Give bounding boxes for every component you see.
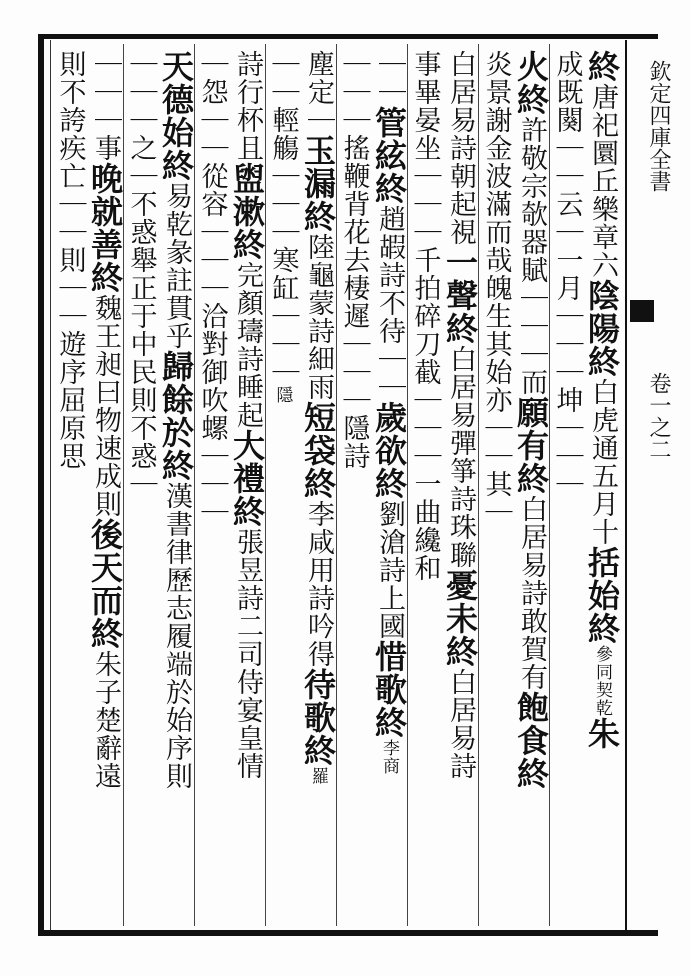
annotation-text: 白居易彈箏詩珠聯 [445,345,476,569]
margin-book-title: 欽定四庫全書 [646,60,671,192]
text-column [125,50,157,920]
annotation-text: 隱 [272,386,293,404]
annotation-text: 完顏璹詩睡起 [232,261,263,429]
annotation-text: 不惑舉正于中民則不惑｜ [125,190,157,498]
annotation-text: ｜｜ [267,50,299,106]
annotation-text: 成既闋｜｜云｜ [551,50,583,246]
annotation-text: 洽對御吹螺｜｜｜ [196,302,228,526]
headword-phrase: 憂未終 [441,569,479,668]
annotation-text: 許敬宗欹器賦｜｜｜而 [516,116,547,396]
annotation-text: 一曲纔和 [409,470,441,582]
column-rule [478,44,479,926]
text-column [86,50,124,920]
text-column [267,50,299,920]
annotation-text: 陸龜蒙詩細雨 [303,233,334,401]
headword-phrase: 短袋終 [299,401,337,500]
annotation-text: ｜｜｜之｜ [125,50,157,190]
annotation-text: ｜｜｜搖鞭背花去 [338,50,370,274]
annotation-text: 從容｜｜｜ [196,162,228,302]
page-margin [638,60,678,920]
annotation-text: 事畢晏坐｜｜｜ [409,50,441,246]
headword-phrase: 願有終 [512,396,550,495]
annotation-text: 炎景謝金波滿而哉魄生 [480,50,512,330]
annotation-text: 唐祀圜丘樂章六 [587,83,618,279]
headword-phrase: 後天而終 [86,518,124,650]
text-column [196,50,228,920]
annotation-text: 白居易詩敢賀有 [516,495,547,691]
text-column [512,50,550,920]
headword-phrase: 歲欲終 [370,401,408,500]
annotation-text: 羅 [308,767,328,785]
annotation-text: 遊序屈原思 [54,330,86,470]
headword-phrase: 玉漏終 [299,134,337,233]
annotation-text: 李咸用詩吟得 [303,500,334,668]
annotation-text: 一月｜｜｜ [551,246,583,386]
headword-phrase: 晚就善終 [86,162,124,294]
annotation-text: 易乾彖註貫乎 [161,182,192,350]
annotation-text: 白居易詩 [445,668,476,780]
headword-phrase: 陰陽終 [583,279,621,378]
page-border-left [38,34,44,936]
annotation-text: 輕觴｜｜｜ [267,106,299,246]
annotation-text: ｜｜｜事 [90,50,121,162]
annotation-text: 白居易詩朝起視 [445,50,476,246]
annotation-text: 千拍碎刀截｜｜｜ [409,246,441,470]
annotation-text: 朱子楚辭遠 [90,650,121,790]
text-column [299,50,337,920]
margin-divider [625,40,627,930]
headword-phrase: 一聲終 [441,246,479,345]
annotation-text: 棲遲｜｜｜ [338,274,370,414]
annotation-text: 李商 [379,739,399,775]
annotation-text: 參同契乾 [592,645,612,717]
text-column [157,50,195,920]
headword-phrase: 朱 [583,717,621,750]
headword-phrase: 待歌終 [299,668,337,767]
page-border-top [38,34,658,39]
headword-phrase: 大禮終 [228,429,266,528]
headword-phrase: 括始終 [583,546,621,645]
text-column [228,50,266,920]
annotation-text: 張昱詩二司侍宴皇情 [232,528,263,780]
annotation-text: ｜｜ [374,50,405,106]
annotation-text: 魏王昶曰物速成則 [90,294,121,518]
annotation-text: 坤｜｜｜ [551,386,583,498]
headword-phrase: 天德始終 [157,50,195,182]
headword-phrase: 終 [583,50,621,83]
text-column [441,50,479,920]
headword-phrase: 管絃終 [370,106,408,205]
annotation-text: ｜怨｜｜ [196,50,228,162]
text-column [338,50,370,920]
annotation-text: 寒缸｜｜｜ [267,246,299,386]
annotation-text: 劉滄詩上國 [374,500,405,640]
headword-phrase: 飽食終 [512,691,550,790]
annotation-text: 其始亦｜｜其｜ [480,330,512,526]
annotation-text: 則不誇 [54,50,86,134]
annotation-text: 漢書律歷志履端於始序則 [161,482,192,790]
annotation-text: 詩行杯且 [232,50,263,162]
annotation-text: 趙嘏詩不待｜｜ [374,205,405,401]
text-column [409,50,441,920]
headword-phrase: 惜歌終 [370,640,408,739]
headword-phrase: 火終 [512,50,550,116]
text-column [54,50,86,920]
text-column [551,50,583,920]
headword-phrase: 盥漱終 [228,162,266,261]
page-border-bottom [38,930,658,936]
headword-phrase: 歸餘於終 [157,350,195,482]
annotation-text: 白虎通五月十 [587,378,618,546]
inner-border-line [50,40,51,930]
annotation-text: 隱詩 [338,414,370,470]
annotation-text: 塵定｜ [303,50,334,134]
text-column [480,50,512,920]
annotation-text: 疾亡｜｜則｜｜ [54,134,86,330]
text-column [583,50,621,920]
text-column [370,50,408,920]
margin-juan-label: 卷一之二 [646,372,671,460]
